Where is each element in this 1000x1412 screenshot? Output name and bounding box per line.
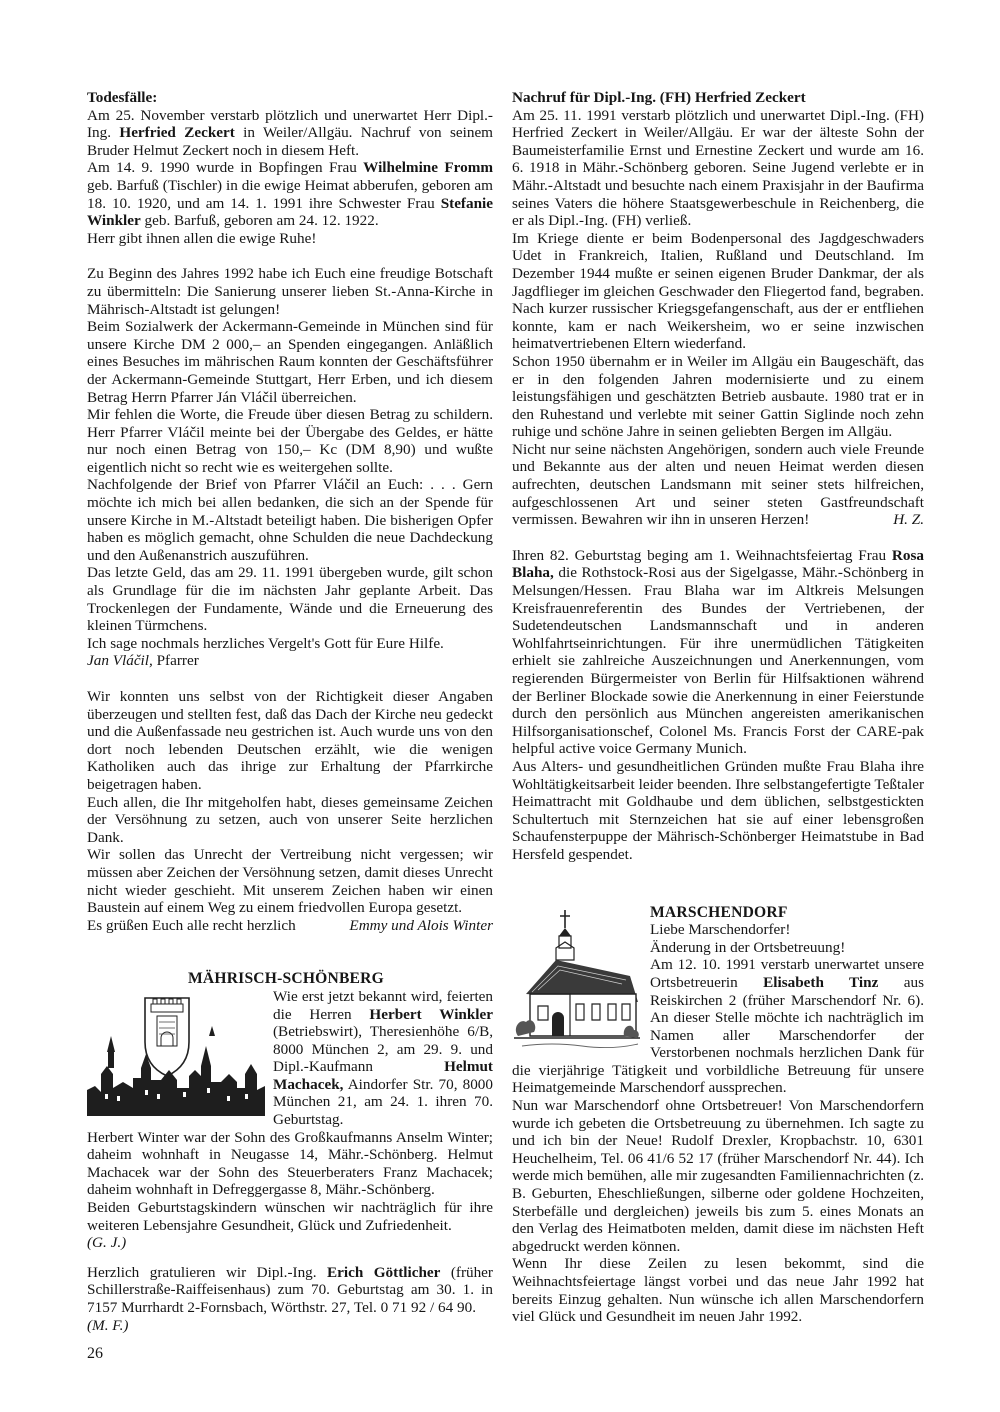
village-church-icon [512, 906, 642, 1056]
todesfaelle-paragraph: Am 14. 9. 1990 wurde in Bopfingen Frau Wilhelmine Fromm geb. Barfuß (Tischler) in die ewige Heimat abberufen, geboren am 18. 10. 1920, und am 14. 1. 1991 ihre Schwester Frau Stefanie Winkler geb. Barfuß, geboren am 24. 12. 1922. [87, 159, 493, 230]
kirche-paragraph: Mir fehlen die Worte, die Freude über diesen Betrag zu schildern. Herr Pfarrer Vláčil meinte bei der Übergabe des Geldes, er hätte nur noch einen Betrag von 150,– Kc (DM 8,90) und wußte eigentlich nicht so recht wie es weitergehen sollte. [87, 406, 493, 476]
winter-paragraph: Euch allen, die Ihr mitgeholfen habt, dieses gemeinsame Zeichen der Versöhnung zu setzen, auch von unserer Seite herzlichen Dank. [87, 793, 493, 846]
name-highlight: Stefanie Winkler [87, 194, 493, 230]
nachruf-signature: H. Z. [893, 511, 924, 529]
todesfaelle-paragraph: Herr gibt ihnen allen die ewige Ruhe! [87, 229, 317, 247]
schoenberg-paragraph: Beiden Geburtstagskindern wünschen wir nachträglich für ihre weiteren Lebensjahre Gesundheit, Glück und Zufriedenheit. [87, 1199, 493, 1234]
schoenberg-signature: (G. J.) [87, 1234, 127, 1252]
kirche-paragraph: Das letzte Geld, das am 29. 11. 1991 übergeben wurde, gilt schon als Grundlage für die im nächsten Jahr geplante Arbeit. Das Trockenlegen der Fundamente, Wände und die Erneuerung des kleinen Türmchens. [87, 564, 493, 635]
todesfaelle-title: Todesfälle: [87, 89, 158, 106]
schoenberg-paragraph: Herzlich gratulieren wir Dipl.-Ing. Erich Göttlicher (früher Schillerstraße-Raiffeisenhaus) zum 70. Geburtstag am 30. 1. in 7157 Murrhardt 2-Fornsbach, Wörthstr. 27, Tel. 0 71 92 / 64 90. [87, 1263, 493, 1316]
nachruf-section [512, 89, 924, 529]
marschendorf-salutation: Liebe Marschendorfer! [650, 921, 791, 939]
todesfaelle-paragraph: Am 25. November verstarb plötzlich und unerwartet Herr Dipl.-Ing. Herfried Zeckert in Weiler/Allgäu. Nachruf von seinem Bruder Helmut Zeckert noch in diesem Heft. [87, 106, 493, 159]
left-column [87, 89, 493, 1334]
winter-signature: Emmy und Alois Winter [349, 916, 493, 934]
nachruf-heading: Nachruf für Dipl.-Ing. (FH) Herfried Zeckert [512, 89, 806, 106]
name-highlight: Helmut Machacek, [273, 1058, 493, 1093]
name-highlight: Herbert Winkler [369, 1005, 494, 1023]
blaha-section [512, 547, 924, 864]
blaha-paragraph: Aus Alters- und gesundheitlichen Gründen mußte Frau Blaha ihre Wohltätigkeitsarbeit leider beenden. Ihre selbstangefertigte Teßtaler Heimattracht mit Goldhaube und dem üblichen, selbstgestickten Schultertuch mit Sternzeichen hat sie auf einer lebensgroßen Schaufensterpuppe der Mährisch-Schönberger Heimatstube in Bad Hersfeld gespendet. [512, 757, 924, 863]
nachruf-paragraph: Im Kriege diente er beim Bodenpersonal des Jagdgeschwaders Udet in Frankreich, Italien, Rußland und Deutschland. Im Dezember 1944 mußte er seinen eigenen Bruder Dankmar, der als Jagdflieger im gleichen Geschwader den Fliegertod fand, begraben. Nach kurzer russischer Kriegsgefangenschaft, aus der er entfliehen konnte, kam er nach Weikersheim, wo er seine inzwischen heimatvertriebenen Eltern wiederfand. [512, 229, 924, 353]
winter-greeting: Es grüßen Euch alle recht herzlich [87, 916, 296, 934]
blaha-paragraph: Ihren 82. Geburtstag beging am 1. Weihnachtsfeiertag Frau Rosa Blaha, die Rothstock-Rosi aus der Sigelgasse, Mähr.-Schönberg in Melsungen/Hessen. Frau Blaha war im Altkreis Melsungen Kreisfrauenreferentin des Bundes der Vertriebenen, der Sudetendeutschen Landsmannschaft und in anderen Wohlfahrtseinrichtungen. Für ihre unermüdlichen Tätigkeiten erhielt sie zahlreiche Auszeichnungen und Anerkennungen, vom regierenden Bürgermeister von Berlin für Hilfsaktionen während der Berliner Blockade sowie die Anerkennung in einer Feierstunde durch den persönlich aus München angereisten amerikanischen Hilfsorganisationschef, Colonel Ms. Francis Forst der CARE-pak helpful active voice Germany Munich. [512, 546, 924, 758]
nachruf-paragraph: Nicht nur seine nächsten Angehörigen, sondern auch viele Freunde und Bekannte aus der alten und neuen Heimat werden diesen aufrechten, deutschen Landsmann mit seiner stets hilfreichen, aufgeschlossenen Art und seiner steten Gastfreundschaft vermissen. Bewahren wir ihn in unseren Herzen! H. Z. [512, 440, 924, 529]
marschendorf-change: Änderung in der Ortsbetreuung! [650, 938, 846, 956]
winter-greeting-line [87, 917, 493, 935]
schoenberg-paragraph: Herbert Winter war der Sohn des Großkaufmanns Anselm Winter; daheim wohnhaft in Neugasse 14, Mähr.-Schönberg. Helmut Machacek war der Sohn des Steuerberaters Franz Machacek; daheim wohnhaft in Defreggergasse 8, Mähr.-Schönberg. [87, 1128, 493, 1199]
kirche-paragraph: Zu Beginn des Jahres 1992 habe ich Euch eine freudige Botschaft zu übermitteln: Die Sanierung unserer lieben St.-Anna-Kirche in Mährisch-Altstadt ist gelungen! [87, 265, 493, 318]
winter-section [87, 688, 493, 934]
schoenberg-paragraph: Wie erst jetzt bekannt wird, feierten die Herren Herbert Winkler (Betriebswirt), Theresienhöhe 6/B, 8000 München 2, am 29. 9. und Dipl.-Kaufmann Helmut Machacek, Aindorfer Str. 70, 8000 München 21, am 24. 1. ihren 70. Geburtstag. [273, 987, 494, 1129]
schoenberg-signature: (M. F.) [87, 1316, 129, 1334]
nachruf-paragraph: Am 25. 11. 1991 verstarb plötzlich und unerwartet Dipl.-Ing. (FH) Herfried Zeckert in Weiler/Allgäu. Er war der älteste Sohn der Baumeisterfamilie Ernst und Ernestine Zeckert und wurde am 16. 6. 1918 in Mähr.-Schönberg geboren. Seine Jugend verlebte er in Mähr.-Altstadt und besuchte nach einem Praxisjahr in der Baufirma seines Vaters die höhere Staatsgewerbeschule in Reichenberg, die er als Dipl.-Ing. (FH) verließ. [512, 106, 924, 230]
schoenberg-illustration [87, 990, 265, 1116]
winter-paragraph: Wir konnten uns selbst von der Richtigkeit dieser Angaben überzeugen und stellten fest, daß das Dach der Kirche neu gedeckt und die Außenfassade neu gestrichen ist. Auch wurde uns von den dort noch lebenden Deutschen erzählt, wie die wenigen Katholiken auch das ihrige zur Erhaltung der Pfarrkirche beigetragen haben. [87, 688, 493, 793]
todesfaelle-section [87, 89, 493, 247]
marschendorf-illustration [512, 906, 642, 1056]
schoenberg-heading: MÄHRISCH-SCHÖNBERG [188, 970, 384, 988]
kirche-signature: Jan Vláčil, Pfarrer [87, 652, 199, 670]
right-column [512, 89, 924, 1326]
page-number: 26 [87, 1345, 103, 1362]
marschendorf-paragraph: Nun war Marschendorf ohne Ortsbetreuer! Von Marschendorfern wurde ich gebeten die Ortsbetreuung zu übernehmen. Ich sagte zu und ich bin der Neue! Rudolf Drexler, Kropbachstr. 10, 6301 Heuchelheim, Tel. 06 41/6 52 17 (früher Marschendorf Nr. 44). Ich werde mich bemühen, alle mir zugesandten Familiennachrichten (z. B. Geburten, Eheschließungen, silberne oder goldene Hochzeiten, Sterbefälle und dergleichen) jeweils bis zum 5. eines Monats an den Verlag des Heimatboten melden, damit diese im nächsten Heft abgedruckt werden können. [512, 1097, 925, 1255]
name-highlight: Wilhelmine Fromm [363, 159, 493, 177]
name-highlight: Herfried Zeckert [119, 124, 235, 142]
town-coat-of-arms-icon [87, 990, 265, 1116]
name-highlight: Rosa Blaha, [512, 546, 924, 582]
kirche-section [87, 265, 493, 670]
schoenberg-section [87, 970, 493, 1334]
name-highlight: Elisabeth Tinz [763, 973, 879, 991]
marschendorf-paragraph: Am 12. 10. 1991 verstarb unerwartet unsere Ortsbetreuerin Elisabeth Tinz aus Reiskirchen 2 (früher Marschendorf Nr. 6). An dieser Stelle möchte ich nachträglich im Namen aller Marschendorfer der Verstorbenen nochmals herzlichen Dank für die vierjährige Tätigkeit und vorbildliche Betreuung für unsere Heimatgemeinde Marschendorf aussprechen. [512, 956, 924, 1097]
kirche-paragraph: Ich sage nochmals herzliches Vergelt's Gott für Eure Hilfe. [87, 634, 444, 652]
marschendorf-heading: MARSCHENDORF [650, 903, 788, 921]
nachruf-paragraph: Schon 1950 übernahm er in Weiler im Allgäu ein Baugeschäft, das er in den folgenden Jahren modernisierte und zu einem leistungsfähigen und geschätzten Betrieb ausbaute. 1980 trat er in den Ruhestand und verlebte mit seiner Gattin Siglinde noch zehn ruhige und schöne Jahre in seinen geliebten Bergen im Allgäu. [512, 352, 924, 441]
marschendorf-paragraph: Wenn Ihr diese Zeilen zu lesen bekommt, sind die Weihnachtsfeiertage längst vorbei und das neue Jahr 1992 hat bereits Einzug gehalten. Nun wünsche ich allen Marschendorfern viel Glück und Gesundheit im neuen Jahr 1992. [512, 1255, 924, 1326]
winter-paragraph: Wir sollen das Unrecht der Vertreibung nicht vergessen; wir müssen aber Zeichen der Versöhnung setzen, damit dieses Unrecht nicht wieder geschieht. Mit unserem Zeichen haben wir einen Baustein auf einem Weg zu einem friedvollen Europa gesetzt. [87, 846, 493, 917]
kirche-paragraph: Beim Sozialwerk der Ackermann-Gemeinde in München sind für unsere Kirche DM 2 000,– an Spenden eingegangen. Anläßlich eines Besuches im mährischen Raum konnten der Geschäftsführer der Ackermann-Gemeinde Stuttgart, Herr Erben, und ich diesem Betrag Herrn Pfarrer Ján Vláčil überreichen. [87, 318, 493, 406]
name-highlight: Erich Göttlicher [327, 1263, 441, 1281]
kirche-paragraph: Nachfolgende der Brief von Pfarrer Vláčil an Euch: . . . Gern möchte ich mich bei allen bedanken, die sich an der Spende für unsere Kirche in M.-Altstadt beteiligt haben. Die bisherigen Opfer haben es möglich gemacht, ohne Schulden die neue Dachdeckung und den Außenanstrich auszuführen. [87, 476, 493, 564]
marschendorf-section [512, 904, 924, 1326]
